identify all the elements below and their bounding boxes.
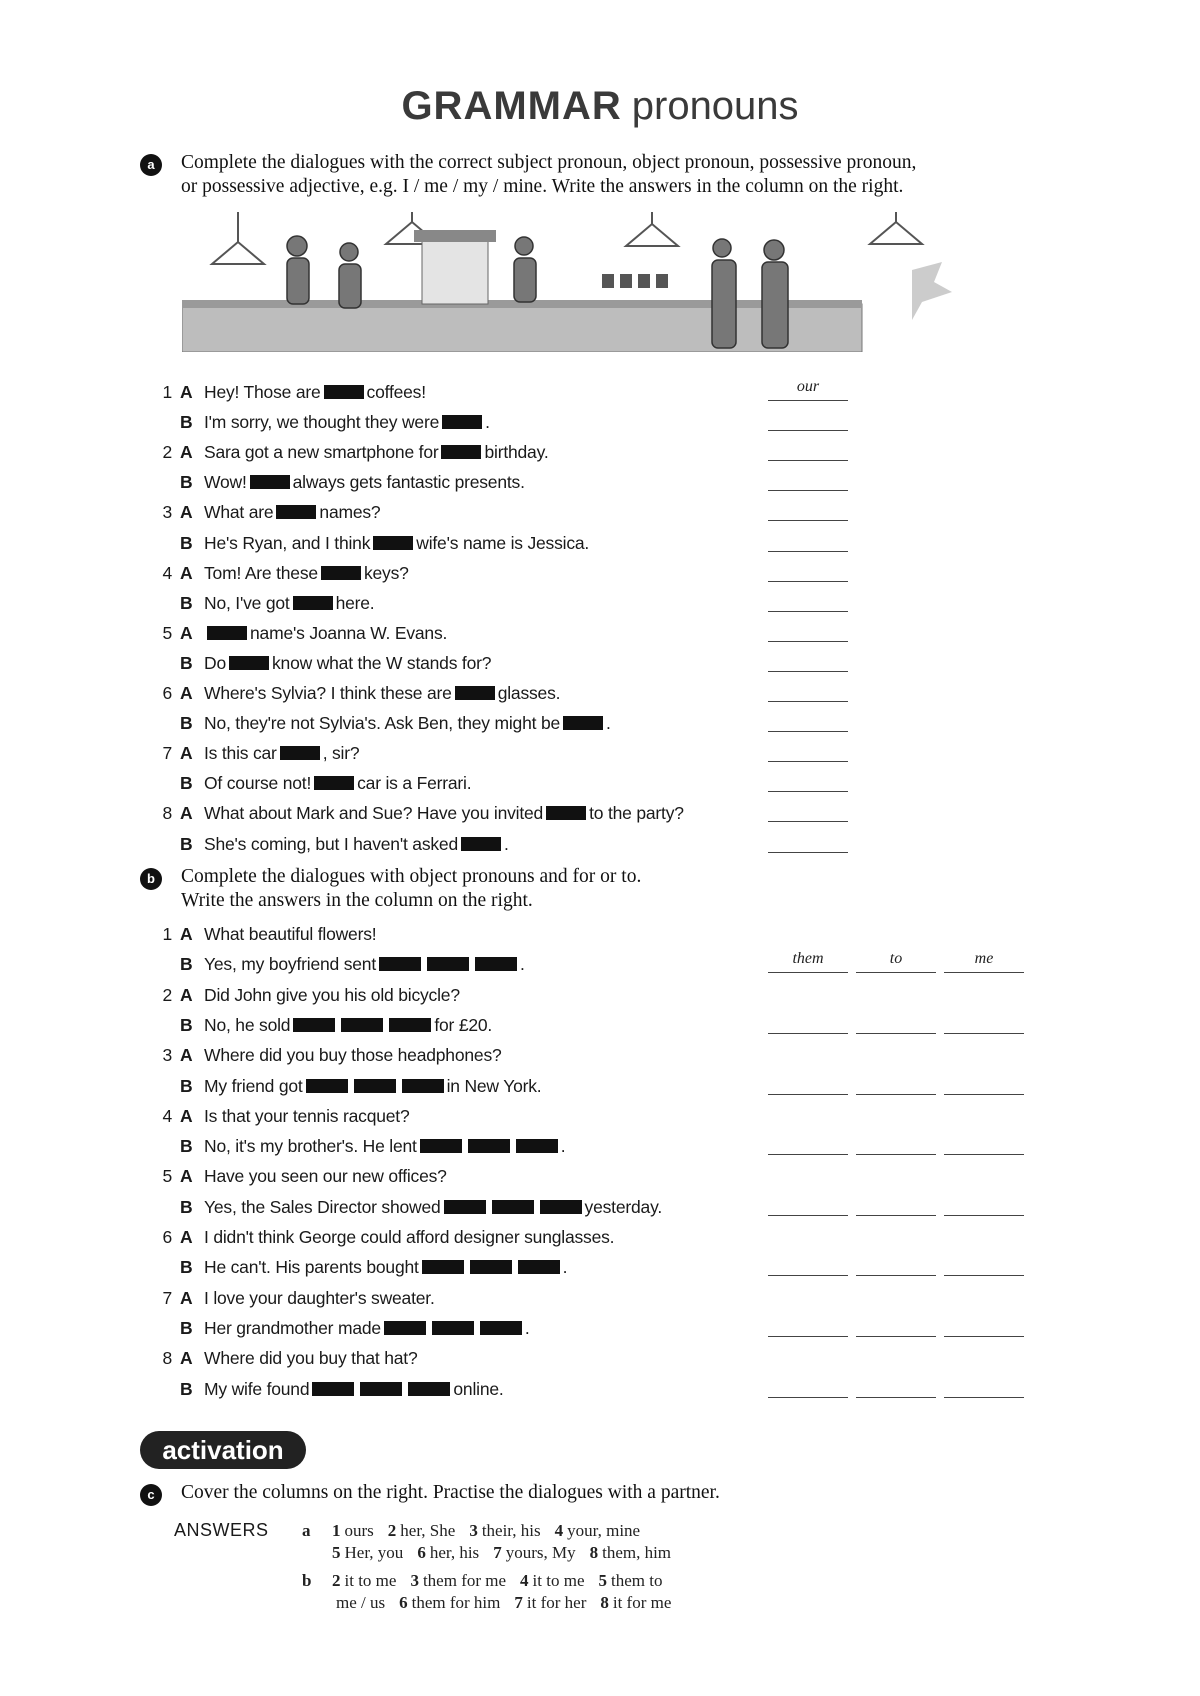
answer-key-text: them, him <box>602 1543 672 1562</box>
text-before-gap: Sara got a new smartphone for <box>204 442 439 463</box>
answer-key-text: them for me <box>422 1571 507 1590</box>
text-after-gap: . <box>560 1136 566 1157</box>
dialogue-text <box>204 711 611 735</box>
gap-blank <box>384 1321 426 1335</box>
text-before-gap: Her grandmother made <box>204 1317 381 1338</box>
gap-blank <box>516 1139 558 1153</box>
text-before-gap: Tom! Are these <box>204 562 318 583</box>
gap-blank <box>546 806 586 820</box>
text-after-gap: for £20. <box>434 1014 493 1035</box>
answer-field[interactable] <box>944 1251 1024 1276</box>
text-before-gap: What are <box>204 502 274 523</box>
gap-blank <box>455 686 495 700</box>
gap-blank <box>250 475 290 489</box>
gap-blank <box>373 536 413 550</box>
gap-blank <box>360 1382 402 1396</box>
answer-key-text: me / us <box>336 1593 386 1612</box>
answer-field[interactable] <box>768 496 848 521</box>
answer-field[interactable] <box>768 647 848 672</box>
answer-field[interactable] <box>944 1191 1024 1216</box>
text-before-gap: What about Mark and Sue? Have you invited <box>204 803 544 824</box>
gap-blank <box>354 1079 396 1093</box>
gap-blank <box>468 1139 510 1153</box>
dialogue-text <box>204 1164 447 1188</box>
speaker-label: A <box>180 1045 193 1066</box>
dialogue-text <box>204 1225 614 1249</box>
item-number: 1 <box>162 382 172 402</box>
answer-key-text: Her, you <box>344 1543 404 1562</box>
text-before-gap: My wife found <box>204 1378 310 1399</box>
answer-field[interactable] <box>768 587 848 612</box>
text-before-gap: He can't. His parents bought <box>204 1257 419 1278</box>
dialogue-text <box>204 531 589 555</box>
cafe-illustration <box>182 212 1018 352</box>
text-after-gap: know what the W stands for? <box>271 652 492 673</box>
answer-key-number: 8 <box>600 1593 609 1612</box>
text-after-gap: , sir? <box>322 743 360 764</box>
text-before-gap: Wow! <box>204 472 247 493</box>
section-b-instruction-line2: Write the answers in the column on the right. <box>181 890 533 911</box>
text-after-gap: . <box>504 833 509 854</box>
answer-field[interactable] <box>856 1070 936 1095</box>
answer-key-entry <box>555 1521 640 1540</box>
answer-key-entry <box>599 1571 663 1590</box>
gap-blank <box>442 415 482 429</box>
dialogue-text <box>204 410 490 434</box>
text-before-gap: He's Ryan, and I think <box>204 532 371 553</box>
dialogue-text <box>204 983 460 1007</box>
gap-blank <box>293 596 333 610</box>
item-number: 5 <box>162 1166 172 1187</box>
answer-field[interactable] <box>768 677 848 702</box>
text-after-gap: . <box>606 713 611 734</box>
page-title <box>0 84 1200 129</box>
answer-field[interactable]: our <box>768 376 848 401</box>
answer-field[interactable] <box>768 406 848 431</box>
gap-blank <box>293 1018 335 1032</box>
text-after-gap: car is a Ferrari. <box>357 773 472 794</box>
answer-key-entry <box>520 1571 584 1590</box>
answer-key-number: 4 <box>554 1521 564 1540</box>
dialogue-sentence: I didn't think George could afford designer sunglasses. <box>204 1227 615 1247</box>
dialogue-text <box>204 470 525 494</box>
answer-key-number: 6 <box>399 1593 408 1612</box>
gap-blank <box>314 776 354 790</box>
speaker-label: B <box>180 652 193 673</box>
answer-key-number: 3 <box>469 1521 478 1540</box>
answer-key-text: her, She <box>400 1521 456 1540</box>
answer-field[interactable] <box>768 1251 848 1276</box>
item-number: 6 <box>162 683 172 703</box>
speaker-label: A <box>180 1227 193 1247</box>
speaker-label: B <box>180 472 193 493</box>
activation-banner: activation <box>140 1431 306 1469</box>
answer-key-entry <box>417 1543 479 1562</box>
item-number: 7 <box>162 1287 172 1308</box>
text-before-gap: Hey! Those are <box>204 382 321 402</box>
speaker-label: B <box>180 592 193 613</box>
dialogue-text <box>204 922 376 946</box>
dialogue-text <box>204 1104 410 1128</box>
answer-key-entry <box>410 1571 506 1590</box>
gap-blank <box>518 1260 560 1274</box>
answer-field[interactable] <box>768 1130 848 1155</box>
speaker-label: B <box>180 1257 193 1278</box>
answers-b-letter: b <box>302 1571 312 1590</box>
text-after-gap: . <box>562 1257 568 1278</box>
answer-key-entry <box>388 1521 456 1540</box>
answer-field[interactable] <box>768 737 848 762</box>
answer-field[interactable] <box>856 1009 936 1034</box>
text-before-gap: No, they're not Sylvia's. Ask Ben, they might be <box>204 713 561 734</box>
text-before-gap: No, I've got <box>204 592 290 613</box>
dialogue-sentence: Is that your tennis racquet? <box>204 1105 410 1126</box>
gap-blank <box>276 505 316 519</box>
answer-key-text: their, his <box>481 1521 541 1540</box>
answer-key-number: 5 <box>332 1543 341 1562</box>
speaker-label: A <box>180 1166 193 1187</box>
speaker-label: B <box>180 1317 193 1338</box>
speaker-label: A <box>180 622 193 643</box>
dialogue-text <box>204 1043 502 1067</box>
text-before-gap: Yes, the Sales Director showed <box>204 1196 441 1217</box>
dialogue-text <box>204 952 525 976</box>
section-c-instruction: Cover the columns on the right. Practise the dialogues with a partner. <box>181 1482 720 1503</box>
dialogue-text <box>204 771 471 795</box>
gap-blank <box>229 656 269 670</box>
answer-field[interactable] <box>944 1009 1024 1034</box>
answer-field[interactable] <box>856 1130 936 1155</box>
text-after-gap: . <box>520 954 525 975</box>
dialogue-text <box>204 500 380 524</box>
gap-blank <box>563 716 603 730</box>
answer-field[interactable] <box>944 1373 1024 1398</box>
dialogue-text <box>204 1255 567 1279</box>
speaker-label: A <box>180 442 193 463</box>
answer-key-entry <box>590 1543 671 1562</box>
gap-blank <box>324 385 364 399</box>
answer-field[interactable] <box>768 466 848 491</box>
section-b-instruction-line1: Complete the dialogues with object pronouns and for or to. <box>181 866 642 887</box>
answers-label: ANSWERS <box>174 1520 269 1540</box>
speaker-label: B <box>180 833 193 854</box>
gap-blank <box>432 1321 474 1335</box>
text-before-gap: No, he sold <box>204 1014 291 1035</box>
speaker-label: B <box>180 773 193 794</box>
speaker-label: B <box>180 1196 193 1217</box>
text-after-gap: coffees! <box>366 382 426 402</box>
text-before-gap: Do <box>204 652 226 673</box>
answers-b-line1 <box>332 1570 676 1591</box>
dialogue-text <box>204 1134 565 1158</box>
answer-key-entry <box>600 1593 671 1612</box>
answer-field[interactable] <box>768 617 848 642</box>
speaker-label: B <box>180 1378 193 1399</box>
answer-field[interactable] <box>768 828 848 853</box>
dialogue-text <box>204 1286 435 1310</box>
text-after-gap: glasses. <box>497 683 561 703</box>
speaker-label: B <box>180 532 193 553</box>
speaker-label: A <box>180 743 193 764</box>
dialogue-text <box>204 380 426 404</box>
answer-key-entry <box>514 1593 586 1612</box>
text-after-gap: name's Joanna W. Evans. <box>250 622 448 643</box>
answers-a-line2 <box>332 1542 685 1563</box>
section-a-instruction-line1: Complete the dialogues with the correct subject pronoun, object pronoun, possessive pronoun, <box>181 152 917 173</box>
gap-blank <box>441 445 481 459</box>
answer-key-entry <box>332 1543 403 1562</box>
section-a-badge: a <box>140 154 162 176</box>
speaker-label: A <box>180 1348 193 1369</box>
dialogue-text <box>204 621 447 645</box>
gap-blank <box>280 746 320 760</box>
text-before-gap: She's coming, but I haven't asked <box>204 833 458 854</box>
speaker-label: A <box>180 382 193 402</box>
answer-key-number: 2 <box>387 1521 397 1540</box>
answer-key-text: your, mine <box>567 1521 641 1540</box>
gap-blank <box>480 1321 522 1335</box>
text-before-gap: Yes, my boyfriend sent <box>204 954 376 975</box>
gap-blank <box>321 566 361 580</box>
speaker-label: A <box>180 803 193 824</box>
speaker-label: B <box>180 713 193 734</box>
answer-field[interactable] <box>856 1191 936 1216</box>
answer-field[interactable] <box>944 1130 1024 1155</box>
item-number: 8 <box>162 1348 172 1369</box>
speaker-label: A <box>180 562 193 583</box>
text-before-gap: My friend got <box>204 1075 303 1096</box>
speaker-label: A <box>180 502 193 523</box>
item-number: 8 <box>162 803 172 824</box>
gap-blank <box>461 837 501 851</box>
answer-field[interactable] <box>768 436 848 461</box>
text-before-gap: I'm sorry, we thought they were <box>204 412 440 433</box>
answer-key-entry <box>399 1593 500 1612</box>
answer-key-text: it to me <box>344 1571 397 1590</box>
answer-field[interactable] <box>768 1070 848 1095</box>
answer-key-entry <box>493 1543 575 1562</box>
gap-blank <box>312 1382 354 1396</box>
answer-field[interactable] <box>768 527 848 552</box>
gap-blank <box>444 1200 486 1214</box>
answer-key-entry <box>469 1521 540 1540</box>
answer-field[interactable]: them <box>768 948 848 973</box>
speaker-label: A <box>180 924 193 944</box>
text-after-gap: online. <box>453 1378 504 1399</box>
speaker-label: B <box>180 954 193 975</box>
dialogue-text <box>204 1074 541 1098</box>
gap-blank <box>389 1018 431 1032</box>
answers-a-line1 <box>332 1520 654 1541</box>
dialogue-text <box>204 1013 492 1037</box>
answer-key-number: 3 <box>410 1571 419 1590</box>
answer-key-number: 4 <box>520 1571 529 1590</box>
text-before-gap: No, it's my brother's. He lent <box>204 1136 417 1157</box>
answer-key-number: 5 <box>598 1571 607 1590</box>
gap-blank <box>379 957 421 971</box>
answer-field[interactable]: to <box>856 948 936 973</box>
text-after-gap: birthday. <box>484 442 549 463</box>
answer-key-number: 1 <box>332 1521 341 1540</box>
gap-blank <box>420 1139 462 1153</box>
gap-blank <box>408 1382 450 1396</box>
gap-blank <box>492 1200 534 1214</box>
answer-key-entry <box>332 1521 374 1540</box>
item-number: 2 <box>162 984 172 1005</box>
gap-blank <box>427 957 469 971</box>
item-number: 3 <box>162 1045 172 1066</box>
gap-blank <box>207 626 247 640</box>
item-number: 2 <box>162 442 172 463</box>
dialogue-sentence: I love your daughter's sweater. <box>204 1287 435 1308</box>
title-bold: GRAMMAR <box>401 84 622 128</box>
dialogue-sentence: Did John give you his old bicycle? <box>204 984 460 1005</box>
item-number: 6 <box>162 1227 172 1247</box>
dialogue-text <box>204 561 409 585</box>
text-after-gap: always gets fantastic presents. <box>292 472 525 493</box>
answer-field[interactable] <box>856 1373 936 1398</box>
answer-key-text: yours, My <box>505 1543 576 1562</box>
item-number: 4 <box>162 1105 172 1126</box>
item-number: 7 <box>162 743 172 764</box>
answer-field[interactable]: me <box>944 948 1024 973</box>
text-after-gap: in New York. <box>446 1075 542 1096</box>
dialogue-sentence: Where did you buy those headphones? <box>204 1045 502 1066</box>
answer-field[interactable] <box>856 1312 936 1337</box>
answers-b-line2 <box>332 1592 685 1613</box>
dialogue-text <box>204 741 359 765</box>
speaker-label: A <box>180 683 193 703</box>
answer-field[interactable] <box>768 1373 848 1398</box>
text-before-gap: Where's Sylvia? I think these are <box>204 683 452 703</box>
dialogue-text <box>204 1195 662 1219</box>
answer-key-entry <box>332 1571 396 1590</box>
answer-key-number: 2 <box>332 1571 341 1590</box>
dialogue-text <box>204 681 560 705</box>
text-after-gap: . <box>485 412 490 433</box>
answer-key-text: her, his <box>429 1543 480 1562</box>
answer-key-text: ours <box>344 1521 374 1540</box>
dialogue-text <box>204 440 549 464</box>
dialogue-sentence: Where did you buy that hat? <box>204 1348 418 1369</box>
speaker-label: B <box>180 1136 193 1157</box>
dialogue-text <box>204 832 509 856</box>
gap-blank <box>540 1200 582 1214</box>
gap-blank <box>475 957 517 971</box>
text-before-gap: Is this car <box>204 743 277 764</box>
answer-key-text: them for him <box>411 1593 501 1612</box>
speaker-label: B <box>180 412 193 433</box>
item-number: 3 <box>162 502 172 523</box>
text-after-gap: yesterday. <box>584 1196 662 1217</box>
answer-key-number: 6 <box>417 1543 426 1562</box>
text-after-gap: here. <box>335 592 375 613</box>
title-light: pronouns <box>631 84 799 128</box>
text-after-gap: keys? <box>363 562 409 583</box>
dialogue-text <box>204 651 491 675</box>
speaker-label: A <box>180 984 193 1005</box>
answer-key-number: 8 <box>589 1543 599 1562</box>
speaker-label: B <box>180 1014 193 1035</box>
gap-blank <box>470 1260 512 1274</box>
answer-field[interactable] <box>768 1191 848 1216</box>
answer-field[interactable] <box>768 707 848 732</box>
item-number: 1 <box>162 924 172 944</box>
text-before-gap: Of course not! <box>204 773 312 794</box>
text-after-gap: names? <box>319 502 381 523</box>
answer-field[interactable] <box>944 1312 1024 1337</box>
speaker-label: B <box>180 1075 193 1096</box>
text-after-gap: . <box>524 1317 530 1338</box>
answer-key-number: 7 <box>514 1593 523 1612</box>
answer-field[interactable] <box>768 557 848 582</box>
answer-field[interactable] <box>768 767 848 792</box>
gap-blank <box>341 1018 383 1032</box>
section-a-instruction-line2: or possessive adjective, e.g. I / me / my / mine. Write the answers in the column on the right. <box>181 176 904 197</box>
text-after-gap: wife's name is Jessica. <box>416 532 590 553</box>
dialogue-text <box>204 1316 530 1340</box>
dialogue-text <box>204 801 684 825</box>
answer-field[interactable] <box>944 1070 1024 1095</box>
section-c-badge: c <box>140 1484 162 1506</box>
item-number: 5 <box>162 622 172 643</box>
answer-field[interactable] <box>768 1312 848 1337</box>
dialogue-sentence: What beautiful flowers! <box>204 924 377 944</box>
answer-key-text: it for her <box>526 1593 587 1612</box>
item-number: 4 <box>162 562 172 583</box>
answers-a-letter: a <box>302 1521 311 1540</box>
dialogue-text <box>204 591 374 615</box>
dialogue-sentence: Have you seen our new offices? <box>204 1166 447 1187</box>
dialogue-text <box>204 1346 418 1370</box>
text-after-gap: to the party? <box>589 803 684 824</box>
answer-key-text: them to <box>611 1571 663 1590</box>
gap-blank <box>422 1260 464 1274</box>
answer-key-text: it to me <box>532 1571 585 1590</box>
dialogue-text <box>204 1377 504 1401</box>
answer-field[interactable] <box>768 797 848 822</box>
answer-key-text: it for me <box>612 1593 672 1612</box>
speaker-label: A <box>180 1287 193 1308</box>
gap-blank <box>306 1079 348 1093</box>
section-b-badge: b <box>140 868 162 890</box>
answer-field[interactable] <box>768 1009 848 1034</box>
answer-field[interactable] <box>856 1251 936 1276</box>
answer-key-entry <box>332 1593 385 1612</box>
speaker-label: A <box>180 1105 193 1126</box>
gap-blank <box>402 1079 444 1093</box>
answer-key-number: 7 <box>493 1543 502 1562</box>
